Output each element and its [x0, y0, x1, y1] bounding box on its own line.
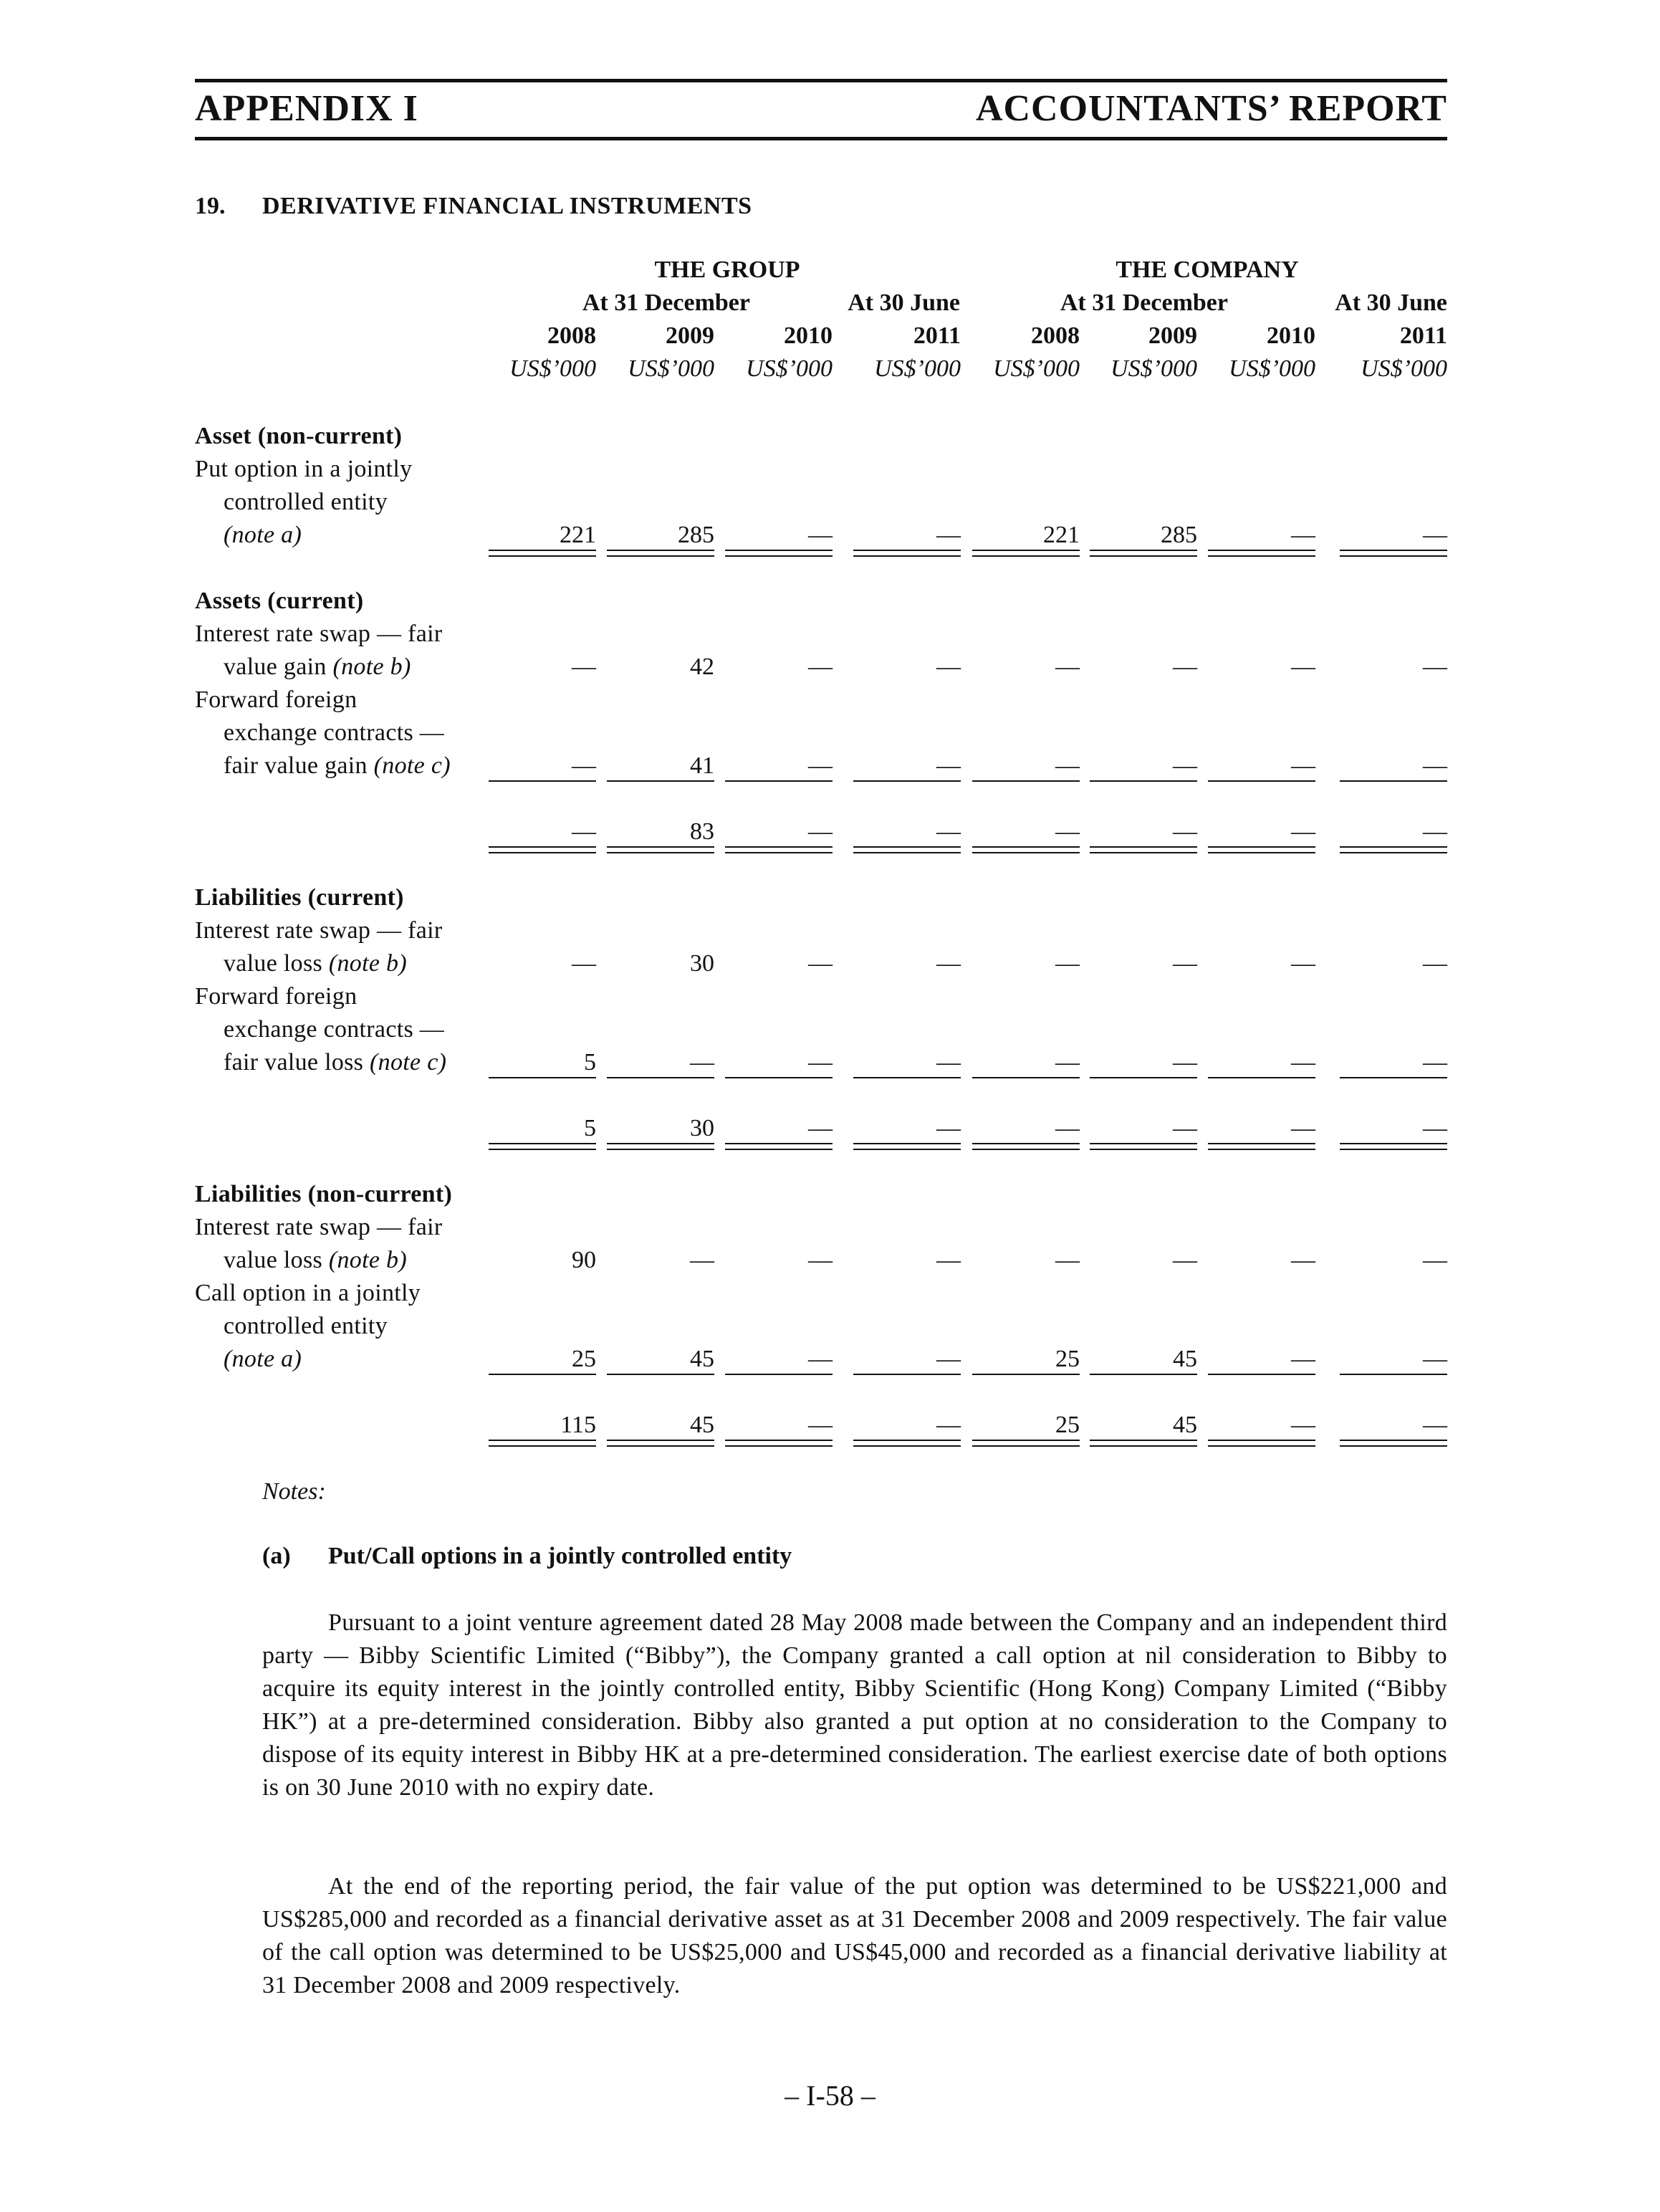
table-cell: —	[936, 522, 961, 548]
section-title: DERIVATIVE FINANCIAL INSTRUMENTS	[262, 193, 752, 219]
total-double-rule	[972, 846, 1080, 853]
subtotal-rule	[1208, 1374, 1315, 1375]
total-double-rule	[853, 846, 961, 853]
notes-label: Notes:	[262, 1478, 326, 1505]
assets-current-heading: Assets (current)	[195, 588, 364, 614]
note-a-title: Put/Call options in a jointly controlled entity	[328, 1543, 792, 1569]
liabilities-current-heading: Liabilities (current)	[195, 884, 404, 911]
table-cell: 25	[572, 1346, 596, 1372]
total-double-rule	[1340, 1440, 1447, 1447]
total-double-rule	[607, 550, 714, 557]
table-cell: —	[1291, 752, 1315, 779]
group-at-30-june: At 30 June	[848, 289, 960, 316]
table-cell: —	[1291, 653, 1315, 680]
table-cell: —	[1055, 653, 1080, 680]
table-cell: —	[1173, 1049, 1197, 1076]
table-cell: —	[1055, 1115, 1080, 1141]
table-cell: —	[1423, 818, 1447, 845]
note-a-paragraph-2: At the end of the reporting period, the fair value of the put option was determined to be US$221,000 and US$285,000 and recorded as a financial derivative asset as at 31 December 2008 and 2009 respectively. The fair value of the call option was determined to be US$25,000 and US$45,000 and recorded as a financial derivative liability at 31 December 2008 and 2009 respectively.	[262, 1873, 1447, 1998]
company-at-30-june: At 30 June	[1335, 289, 1447, 316]
table-cell: —	[808, 818, 833, 845]
total-double-rule	[607, 846, 714, 853]
table-cell: —	[1423, 522, 1447, 548]
table-cell: —	[1423, 1115, 1447, 1141]
table-cell: 5	[584, 1115, 596, 1141]
table-cell: —	[1291, 1115, 1315, 1141]
total-double-rule	[607, 1143, 714, 1150]
total-double-rule	[725, 550, 833, 557]
table-cell: —	[572, 653, 596, 680]
table-cell: 25	[1055, 1412, 1080, 1438]
subtotal-rule	[489, 780, 596, 782]
table-cell: —	[1291, 522, 1315, 548]
subtotal-rule	[1090, 1077, 1197, 1078]
unit-heading: US$’000	[746, 355, 833, 382]
total-double-rule	[972, 550, 1080, 557]
report-title: ACCOUNTANTS’ REPORT	[975, 88, 1447, 129]
table-cell: —	[936, 1049, 961, 1076]
subtotal-rule	[607, 1374, 714, 1375]
table-cell: —	[1291, 1412, 1315, 1438]
row-label: controlled entity	[224, 489, 388, 515]
company-heading: THE COMPANY	[1116, 257, 1299, 283]
table-cell: —	[936, 818, 961, 845]
table-cell: —	[1423, 752, 1447, 779]
header-top-rule	[195, 79, 1447, 82]
total-double-rule	[1208, 550, 1315, 557]
unit-heading: US$’000	[874, 355, 961, 382]
table-cell: —	[572, 950, 596, 977]
total-double-rule	[489, 1440, 596, 1447]
table-cell: 41	[690, 752, 714, 779]
table-cell: 115	[560, 1412, 596, 1438]
total-double-rule	[489, 1143, 596, 1150]
table-cell: —	[936, 1346, 961, 1372]
table-cell: —	[1055, 950, 1080, 977]
subtotal-rule	[607, 1077, 714, 1078]
table-cell: 45	[1173, 1346, 1197, 1372]
total-double-rule	[1340, 550, 1447, 557]
table-cell: —	[572, 752, 596, 779]
year-heading: 2009	[666, 322, 714, 349]
table-cell: —	[1173, 1115, 1197, 1141]
row-label: controlled entity	[224, 1313, 388, 1339]
section-number: 19.	[195, 193, 226, 219]
unit-heading: US$’000	[1110, 355, 1197, 382]
table-cell: 30	[690, 950, 714, 977]
table-cell: 221	[560, 522, 596, 548]
subtotal-rule	[1208, 1077, 1315, 1078]
table-cell: —	[572, 818, 596, 845]
row-label: value gain (note b)	[224, 653, 411, 680]
table-cell: —	[1173, 752, 1197, 779]
row-label: exchange contracts —	[224, 719, 445, 746]
table-cell: 30	[690, 1115, 714, 1141]
note-a-paragraph-1: Pursuant to a joint venture agreement dated 28 May 2008 made between the Company and an independent third party — Bibby Scientific Limited (“Bibby”), the Company granted a call option at nil consideration to Bibby to acquire its equity interest in the jointly controlled entity, Bibby Scientific (Hong Kong) Company Limited (“Bibby HK”) at a pre-determined consideration. Bibby also granted a put option at no consideration to the Company to dispose of its equity interest in Bibby HK at a pre-determined consideration. The earliest exercise date of both options is on 30 June 2010 with no expiry date.	[262, 1609, 1447, 1801]
page-number: – I-58 –	[785, 2079, 875, 2112]
table-cell: —	[808, 1115, 833, 1141]
table-cell: —	[808, 653, 833, 680]
table-cell: 42	[690, 653, 714, 680]
table-cell: —	[808, 752, 833, 779]
subtotal-rule	[1208, 780, 1315, 782]
total-double-rule	[853, 1143, 961, 1150]
subtotal-rule	[1340, 780, 1447, 782]
total-double-rule	[1340, 1143, 1447, 1150]
table-cell: —	[1291, 818, 1315, 845]
table-cell: —	[1423, 1346, 1447, 1372]
table-cell: —	[936, 1412, 961, 1438]
total-double-rule	[1340, 846, 1447, 853]
unit-heading: US$’000	[993, 355, 1080, 382]
table-cell: —	[808, 1247, 833, 1273]
table-cell: —	[1173, 818, 1197, 845]
liabilities-noncurrent-heading: Liabilities (non-current)	[195, 1181, 453, 1207]
table-cell: —	[1423, 1247, 1447, 1273]
total-double-rule	[1208, 1440, 1315, 1447]
table-cell: —	[1173, 950, 1197, 977]
subtotal-rule	[1340, 1374, 1447, 1375]
table-cell: —	[1423, 1049, 1447, 1076]
year-heading: 2008	[547, 322, 596, 349]
subtotal-rule	[725, 780, 833, 782]
subtotal-rule	[725, 1374, 833, 1375]
company-at-31-december: At 31 December	[1060, 289, 1228, 316]
row-label: exchange contracts —	[224, 1016, 445, 1043]
row-label: value loss (note b)	[224, 950, 407, 977]
table-cell: —	[936, 653, 961, 680]
subtotal-rule	[853, 1374, 961, 1375]
table-cell: —	[1291, 1049, 1315, 1076]
table-cell: —	[936, 1247, 961, 1273]
table-cell: —	[808, 1412, 833, 1438]
unit-heading: US$’000	[509, 355, 596, 382]
table-cell: 285	[678, 522, 714, 548]
total-double-rule	[1090, 1440, 1197, 1447]
table-cell: —	[1423, 653, 1447, 680]
total-double-rule	[1090, 550, 1197, 557]
total-double-rule	[1208, 846, 1315, 853]
subtotal-rule	[489, 1077, 596, 1078]
table-cell: 45	[690, 1346, 714, 1372]
table-cell: —	[808, 522, 833, 548]
total-double-rule	[489, 550, 596, 557]
subtotal-rule	[853, 780, 961, 782]
unit-heading: US$’000	[628, 355, 714, 382]
row-label: Forward foreign	[195, 686, 358, 713]
row-label: fair value gain (note c)	[224, 752, 451, 779]
subtotal-rule	[725, 1077, 833, 1078]
subtotal-rule	[1090, 780, 1197, 782]
year-heading: 2011	[1399, 322, 1447, 349]
year-heading: 2010	[784, 322, 833, 349]
year-heading: 2011	[913, 322, 961, 349]
subtotal-rule	[1340, 1077, 1447, 1078]
table-cell: —	[936, 950, 961, 977]
table-cell: 90	[572, 1247, 596, 1273]
appendix-title: APPENDIX I	[195, 88, 418, 129]
table-cell: 221	[1043, 522, 1080, 548]
table-cell: —	[1291, 950, 1315, 977]
table-cell: —	[1423, 1412, 1447, 1438]
table-cell: 285	[1161, 522, 1197, 548]
table-cell: —	[1173, 653, 1197, 680]
row-label: Put option in a jointly	[195, 456, 413, 482]
group-heading: THE GROUP	[654, 257, 800, 283]
note-a-key: (a)	[262, 1543, 291, 1569]
row-label: Interest rate swap — fair	[195, 917, 443, 944]
subtotal-rule	[972, 1077, 1080, 1078]
header-bottom-rule	[195, 137, 1447, 140]
table-cell: 83	[690, 818, 714, 845]
unit-heading: US$’000	[1361, 355, 1447, 382]
total-double-rule	[1090, 1143, 1197, 1150]
table-cell: —	[690, 1247, 714, 1273]
table-cell: —	[808, 1049, 833, 1076]
total-double-rule	[853, 1440, 961, 1447]
total-double-rule	[972, 1440, 1080, 1447]
table-cell: —	[808, 950, 833, 977]
total-double-rule	[1090, 846, 1197, 853]
subtotal-rule	[972, 1374, 1080, 1375]
total-double-rule	[489, 846, 596, 853]
table-cell: 45	[1173, 1412, 1197, 1438]
group-at-31-december: At 31 December	[582, 289, 750, 316]
subtotal-rule	[489, 1374, 596, 1375]
table-cell: —	[690, 1049, 714, 1076]
row-label: value loss (note b)	[224, 1247, 407, 1273]
table-cell: —	[936, 1115, 961, 1141]
subtotal-rule	[1090, 1374, 1197, 1375]
row-label: Forward foreign	[195, 983, 358, 1010]
row-label: Interest rate swap — fair	[195, 1214, 443, 1240]
unit-heading: US$’000	[1229, 355, 1315, 382]
total-double-rule	[853, 550, 961, 557]
table-cell: 5	[584, 1049, 596, 1076]
row-label: fair value loss (note c)	[224, 1049, 447, 1076]
table-cell: —	[1055, 1247, 1080, 1273]
table-cell: —	[1055, 1049, 1080, 1076]
year-heading: 2010	[1267, 322, 1315, 349]
row-label: Call option in a jointly	[195, 1280, 421, 1306]
asset-noncurrent-heading: Asset (non-current)	[195, 423, 403, 449]
year-heading: 2009	[1148, 322, 1197, 349]
table-cell: —	[936, 752, 961, 779]
table-cell: —	[1173, 1247, 1197, 1273]
total-double-rule	[725, 1440, 833, 1447]
row-label: Interest rate swap — fair	[195, 621, 443, 647]
total-double-rule	[607, 1440, 714, 1447]
table-cell: —	[1423, 950, 1447, 977]
table-cell: —	[1055, 752, 1080, 779]
total-double-rule	[725, 846, 833, 853]
table-cell: —	[1055, 818, 1080, 845]
total-double-rule	[725, 1143, 833, 1150]
subtotal-rule	[607, 780, 714, 782]
table-cell: 25	[1055, 1346, 1080, 1372]
row-note: (note a)	[224, 522, 302, 548]
year-heading: 2008	[1031, 322, 1080, 349]
subtotal-rule	[972, 780, 1080, 782]
table-cell: —	[1291, 1346, 1315, 1372]
total-double-rule	[972, 1143, 1080, 1150]
table-cell: 45	[690, 1412, 714, 1438]
total-double-rule	[1208, 1143, 1315, 1150]
table-cell: —	[808, 1346, 833, 1372]
table-cell: —	[1291, 1247, 1315, 1273]
subtotal-rule	[853, 1077, 961, 1078]
row-note: (note a)	[224, 1346, 302, 1372]
